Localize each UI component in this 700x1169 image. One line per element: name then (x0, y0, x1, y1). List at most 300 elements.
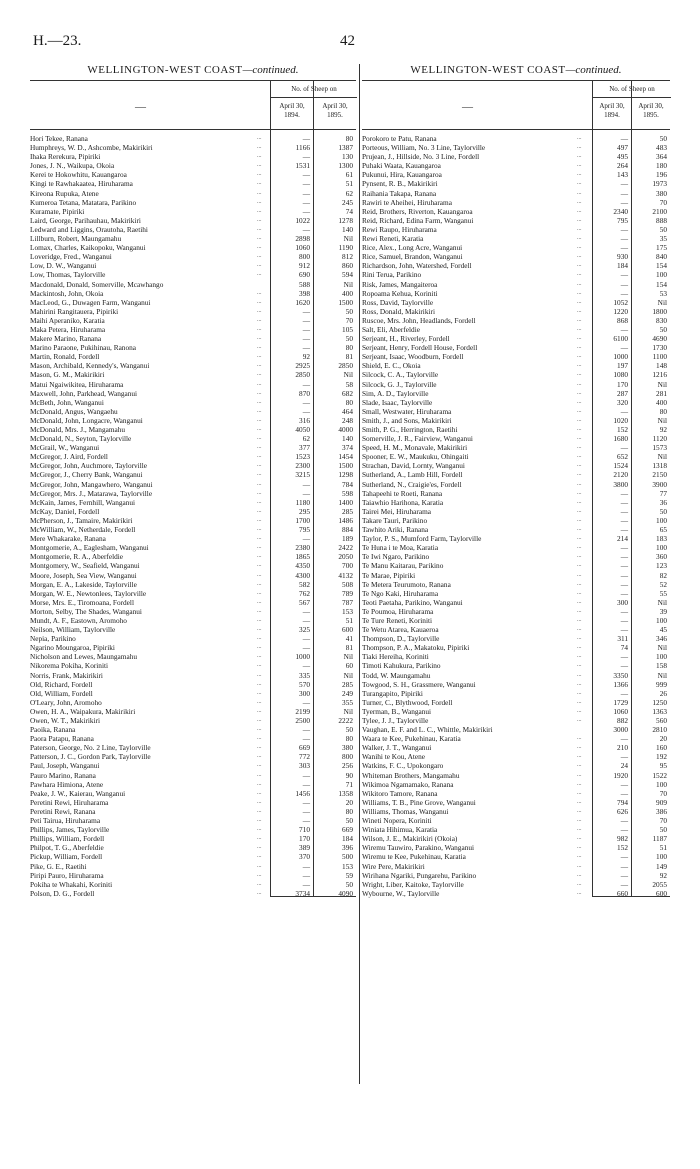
sheep-count-1895: 256 (342, 761, 353, 771)
sheep-count-1894: — (302, 206, 310, 216)
leader-dots: ... (257, 835, 262, 842)
sheep-count-1894: 2340 (613, 206, 628, 216)
leader-dots: ... (577, 616, 582, 623)
sheep-count-1894: — (302, 134, 310, 143)
table-row (362, 689, 670, 698)
leader-dots: ... (577, 871, 582, 878)
sheep-count-1894: 2380 (295, 543, 310, 553)
leader-dots: ... (257, 817, 262, 824)
owner-name: Wilson, J. E., Makirikiri (Okoia) (362, 834, 458, 844)
leader-dots: ... (577, 398, 582, 405)
owner-name: Todd, W. Maungamahu (362, 670, 431, 680)
sheep-count-1894: 2898 (295, 234, 310, 244)
table-header (30, 80, 356, 130)
sheep-count-1895: 1800 (652, 306, 667, 316)
sheep-count-1895: 1500 (338, 461, 353, 471)
owner-name: Te Poumoa, Hiruharama (362, 606, 434, 616)
leader-dots: ... (257, 771, 262, 778)
sheep-count-1895: 1216 (652, 370, 667, 380)
leader-dots: ... (257, 680, 262, 687)
sheep-count-1895: 787 (342, 597, 353, 607)
leader-dots: ... (577, 144, 582, 151)
leader-dots: ... (577, 771, 582, 778)
sheep-count-1894: — (620, 243, 628, 253)
sheep-count-1895: 249 (342, 688, 353, 698)
sheep-count-1894: — (302, 479, 310, 489)
owner-name: Sutherland, N., Craigie'es, Fordell (362, 479, 462, 489)
owner-name: Marino Paraone, Pukihinau, Ranona (30, 343, 136, 353)
sheep-count-1894: — (302, 152, 310, 162)
sheep-count-1895: 35 (659, 234, 667, 244)
sheep-count-1894: — (302, 315, 310, 325)
sheep-count-1895: 105 (342, 324, 353, 334)
leader-dots: ... (257, 598, 262, 605)
leader-dots: ... (257, 553, 262, 560)
owner-name: Makere Marino, Ranana (30, 334, 102, 344)
leader-dots: ... (257, 162, 262, 169)
leader-dots: ... (257, 726, 262, 733)
table-bottom-rule (592, 896, 670, 897)
table-row (362, 607, 670, 616)
sheep-count-1894: 1920 (613, 770, 628, 780)
leader-dots: ... (257, 407, 262, 414)
sheep-count-1894: 370 (299, 852, 310, 862)
owner-name: Morgan, W. E., Newtonlees, Taylorville (30, 588, 147, 598)
owner-name: Wanihi te Kou, Atene (362, 752, 426, 762)
owner-name: Loveridge, Fred., Wanganui (30, 252, 112, 262)
table-row (30, 789, 356, 798)
leader-dots: ... (257, 353, 262, 360)
owner-name: Te Manu Kaitarau, Parikino (362, 561, 444, 571)
sheep-count-1894: 1680 (613, 434, 628, 444)
leader-dots: ... (257, 453, 262, 460)
sheep-count-1894: — (302, 406, 310, 416)
sheep-count-1895: 153 (342, 606, 353, 616)
sheep-count-1895: Nil (343, 234, 353, 244)
leader-dots: ... (577, 689, 582, 696)
owner-name: Waara te Kee, Pukehinau, Karatia (362, 734, 461, 744)
leader-dots: ... (577, 707, 582, 714)
sheep-count-1895: 1387 (338, 143, 353, 153)
sheep-count-1895: 1400 (338, 497, 353, 507)
table-row (362, 561, 670, 570)
table-row (362, 843, 670, 852)
column-title-main: WELLINGTON-WEST COAST (87, 64, 243, 76)
sheep-count-1895: 1318 (652, 461, 667, 471)
sheep-count-1894: 74 (620, 643, 628, 653)
owner-name: Strachan, David, Lornty, Wanganui (362, 461, 465, 471)
leader-dots: ... (577, 817, 582, 824)
sheep-count-1895: 51 (345, 179, 353, 189)
owner-name: Ihaka Rerekura, Pipiriki (30, 152, 101, 162)
leader-dots: ... (257, 807, 262, 814)
sheep-owner-list (30, 134, 356, 898)
leader-dots: ... (577, 635, 582, 642)
table-row (362, 798, 670, 807)
leader-dots: ... (577, 480, 582, 487)
sheep-count-1894: 567 (299, 597, 310, 607)
sheep-count-1894: — (620, 861, 628, 871)
sheep-count-1894: — (620, 343, 628, 353)
sheep-count-1895: 999 (656, 679, 667, 689)
table-row (362, 225, 670, 234)
owner-name: Williams, T. B., Pine Grove, Wanganui (362, 797, 476, 807)
table-row (362, 434, 670, 443)
sheep-count-1894: 24 (620, 761, 628, 771)
sheep-count-1895: 92 (659, 425, 667, 434)
table-row (30, 689, 356, 698)
table-row (30, 716, 356, 725)
table-row (30, 425, 356, 434)
sheep-count-1895: 50 (345, 725, 353, 735)
table-row (362, 280, 670, 289)
leader-dots: ... (577, 271, 582, 278)
sheep-count-1895: 1298 (338, 470, 353, 480)
table-row (30, 307, 356, 316)
sheep-count-1895: 80 (345, 134, 353, 143)
sheep-count-1894: 184 (617, 261, 628, 271)
owner-name: Rini Terua, Parikino (362, 270, 422, 280)
leader-dots: ... (257, 516, 262, 523)
sheep-count-1895: 95 (659, 761, 667, 771)
owner-name: Tylee, J. J., Taylorville (362, 716, 429, 725)
sheep-count-1895: 59 (345, 870, 353, 880)
table-row (30, 443, 356, 452)
owner-name: McDonald, Mrs. J., Mangamahu (30, 425, 126, 434)
owner-name: Silcock, C. A., Taylorville (362, 370, 439, 380)
sheep-count-1894: — (620, 188, 628, 198)
sheep-count-1894: 92 (302, 352, 310, 362)
table-row (30, 216, 356, 225)
owner-name: Serjeant, Isaac, Woodburn, Fordell (362, 352, 464, 362)
sheep-count-1894: 652 (617, 452, 628, 462)
leader-dots: ... (257, 707, 262, 714)
owner-name: Serjeant, H., Riverley, Fordell (362, 334, 450, 344)
sheep-count-1895: Nil (657, 670, 667, 680)
sheep-count-1895: Nil (657, 379, 667, 389)
owner-name: Sutherland, A., Lamb Hill, Fordell (362, 470, 463, 480)
owner-name: Serjeant, Henry, Fordell House, Fordell (362, 343, 478, 353)
sheep-count-1895: 50 (659, 825, 667, 835)
leader-dots: ... (257, 780, 262, 787)
owner-name: Maihi Aperaniko, Karatia (30, 315, 105, 325)
column-rule (592, 80, 593, 896)
leader-dots: ... (577, 780, 582, 787)
owner-name: Reid, Brothers, Riverton, Kauangaroa (362, 206, 473, 216)
sheep-count-1895: 50 (659, 324, 667, 334)
leader-dots: ... (577, 498, 582, 505)
owner-name: Wright, Liber, Kaitoke, Taylorville (362, 879, 464, 889)
sheep-count-1895: Nil (343, 706, 353, 716)
sheep-count-1895: 50 (659, 134, 667, 143)
leader-dots: ... (257, 435, 262, 442)
table-row (30, 607, 356, 616)
sheep-count-1895: 140 (342, 224, 353, 234)
sheep-count-1895: Nil (657, 452, 667, 462)
leader-dots: ... (257, 307, 262, 314)
leader-dots: ... (257, 289, 262, 296)
owner-name: Morse, Mrs. E., Tiromoana, Fordell (30, 597, 134, 607)
owner-name: Lomax, Charles, Kaikopoku, Wanganui (30, 243, 146, 253)
table-row (30, 771, 356, 780)
sheep-count-1895: 860 (342, 261, 353, 271)
leader-dots: ... (577, 380, 582, 387)
leader-dots: ... (257, 189, 262, 196)
leader-dots: ... (257, 180, 262, 187)
owner-name: Piripi Pauro, Hiruharama (30, 870, 104, 880)
owner-name: Peake, J. W., Kaierau, Wanganui (30, 788, 126, 798)
table-row (362, 661, 670, 670)
table-row (30, 625, 356, 634)
column-rule (313, 80, 314, 896)
leader-dots: ... (257, 398, 262, 405)
sheep-count-1894: 882 (617, 716, 628, 725)
table-row (362, 307, 670, 316)
sheep-count-1894: 3000 (613, 725, 628, 735)
table-row (30, 816, 356, 825)
sheep-count-1895: 60 (345, 661, 353, 671)
sheep-count-1894: 3734 (295, 888, 310, 898)
sheep-count-1894: 2300 (295, 461, 310, 471)
owner-name: McDonald, N., Seyton, Taylorville (30, 434, 132, 444)
sheep-count-1895: 148 (656, 361, 667, 371)
owner-name: McGregor, Mrs. J., Matarawa, Taylorville (30, 488, 153, 498)
leader-dots: ... (257, 335, 262, 342)
sheep-count-1894: — (620, 406, 628, 416)
sheep-count-1894: 1000 (295, 652, 310, 662)
leader-dots: ... (577, 371, 582, 378)
sheep-count-1895: 189 (342, 534, 353, 544)
table-row (362, 489, 670, 498)
leader-dots: ... (257, 489, 262, 496)
table-row (30, 752, 356, 761)
sheep-count-1895: 100 (656, 852, 667, 862)
name-column-header: — (462, 101, 473, 113)
table-row (30, 280, 356, 289)
owner-name: Kumeroa Tetana, Matatara, Parikino (30, 197, 137, 207)
sheep-count-1894: 588 (299, 279, 310, 289)
sheep-count-1895: 154 (656, 279, 667, 289)
sheep-count-1894: 377 (299, 443, 310, 453)
sheep-count-1895: 100 (656, 615, 667, 625)
table-row (362, 534, 670, 543)
leader-dots: ... (577, 844, 582, 851)
owner-name: Rewi Reneti, Karatia (362, 234, 424, 244)
leader-dots: ... (257, 207, 262, 214)
leader-dots: ... (257, 662, 262, 669)
owner-name: Jones, J. N., Waikupa, Okoia (30, 161, 115, 171)
sheep-count-1895: 1486 (338, 515, 353, 525)
sheep-count-1894: — (302, 306, 310, 316)
table-row (362, 407, 670, 416)
owner-name: Spooner, E. W., Maukuku, Ohingaiti (362, 452, 469, 462)
leader-dots: ... (257, 171, 262, 178)
sheep-count-1895: 149 (656, 861, 667, 871)
sheep-count-1895: Nil (657, 297, 667, 307)
table-row (362, 143, 670, 152)
leader-dots: ... (257, 798, 262, 805)
sheep-count-1895: 80 (345, 806, 353, 816)
sheep-count-1894: — (620, 579, 628, 589)
owner-name: Taylor, P. S., Mumford Farm, Taylorville (362, 534, 482, 544)
sheep-count-1895: 82 (659, 570, 667, 580)
owner-name: Peretini Rewi, Ranana (30, 806, 96, 816)
sheep-count-1894: — (620, 561, 628, 571)
table-row (362, 525, 670, 534)
owner-name: Tyerman, B., Wanganui (362, 706, 432, 716)
owner-name: O'Leary, John, Aromoho (30, 697, 102, 707)
sheep-count-1895: 80 (345, 397, 353, 407)
table-row (362, 416, 670, 425)
owner-name: Philpot, T. G., Aberfeldie (30, 843, 104, 853)
sheep-count-1894: 1531 (295, 161, 310, 171)
sheep-count-1894: — (302, 861, 310, 871)
sheep-count-1895: Nil (343, 652, 353, 662)
table-row (362, 552, 670, 561)
leader-dots: ... (577, 589, 582, 596)
owner-name: Smith, P. G., Herrington, Raetihi (362, 425, 458, 434)
owner-name: Ledward and Liggins, Orautoha, Raetihi (30, 224, 148, 234)
leader-dots: ... (257, 789, 262, 796)
sheep-count-1895: 4090 (338, 888, 353, 898)
leader-dots: ... (577, 516, 582, 523)
table-row (30, 834, 356, 843)
leader-dots: ... (577, 289, 582, 296)
owner-name: Old, Richard, Fordell (30, 679, 93, 689)
owner-name: Kireona Rupuka, Atene (30, 188, 99, 198)
sheep-count-1894: 197 (617, 361, 628, 371)
sheep-count-1895: 884 (342, 525, 353, 535)
column-separator (359, 64, 360, 1084)
owner-name: Prujean, J., Hillside, No. 3 Line, Fordell (362, 152, 480, 162)
owner-name: Takare Tauri, Parikino (362, 515, 428, 525)
leader-dots: ... (257, 535, 262, 542)
sheep-count-1895: 26 (659, 688, 667, 698)
leader-dots: ... (577, 353, 582, 360)
sheep-count-1894: 398 (299, 288, 310, 298)
leader-dots: ... (257, 616, 262, 623)
table-row (362, 179, 670, 188)
table-row (30, 843, 356, 852)
year-1895-header: April 30, 1895. (313, 98, 356, 128)
sheep-count-1894: 495 (617, 152, 628, 162)
page-number: 42 (340, 33, 355, 49)
table-row (30, 634, 356, 643)
sheep-count-1894: — (302, 797, 310, 807)
sheep-count-1894: 295 (299, 506, 310, 516)
sheep-count-1894: 795 (299, 525, 310, 535)
owner-name: Te Marae, Pipiriki (362, 570, 416, 580)
sheep-count-1894: — (302, 734, 310, 744)
column-rule (270, 80, 271, 896)
sheep-count-1895: 52 (659, 579, 667, 589)
owner-name: Lillburn, Robert, Maungamahu (30, 234, 122, 244)
sheep-count-1894: 1180 (295, 497, 310, 507)
sheep-count-1894: — (302, 634, 310, 644)
table-row (30, 243, 356, 252)
sheep-count-1895: 36 (659, 497, 667, 507)
owner-name: McKay, Daniel, Fordell (30, 506, 100, 516)
table-row (362, 352, 670, 361)
owner-name: Mason, G. M., Makirikiri (30, 370, 105, 380)
table-row (362, 807, 670, 816)
sheep-count-1895: 184 (342, 834, 353, 844)
sheep-count-1895: 50 (659, 224, 667, 234)
owner-name: Turangapito, Pipiriki (362, 688, 423, 698)
sheep-count-1894: 1700 (295, 515, 310, 525)
leader-dots: ... (257, 671, 262, 678)
sheep-count-1894: 982 (617, 834, 628, 844)
sheep-count-1894: 870 (299, 388, 310, 398)
sheep-count-1895: 192 (656, 752, 667, 762)
table-row (362, 725, 670, 734)
owner-name: Taiawhio Harihona, Karatia (362, 497, 444, 507)
table-row (30, 734, 356, 743)
leader-dots: ... (257, 416, 262, 423)
leader-dots: ... (257, 371, 262, 378)
leader-dots: ... (257, 444, 262, 451)
sheep-count-1895: 20 (659, 734, 667, 744)
leader-dots: ... (257, 571, 262, 578)
leader-dots: ... (577, 807, 582, 814)
table-row (30, 198, 356, 207)
sheep-count-1894: — (620, 788, 628, 798)
sheep-count-1894: 6100 (613, 334, 628, 344)
table-row (362, 743, 670, 752)
owner-name: Teoti Paetaha, Parikino, Wanganui (362, 597, 463, 607)
sheep-count-1895: 81 (345, 352, 353, 362)
table-row (30, 680, 356, 689)
leader-dots: ... (257, 753, 262, 760)
sheep-count-1894: 1000 (613, 352, 628, 362)
leader-dots: ... (257, 298, 262, 305)
owner-name: Mason, Archibald, Kennedy's, Wanganui (30, 361, 150, 371)
leader-dots: ... (577, 389, 582, 396)
sheep-count-1894: 2500 (295, 716, 310, 725)
sheep-count-1894: — (620, 224, 628, 234)
owner-name: McWilliam, W., Netherdale, Fordell (30, 525, 136, 535)
table-row (30, 289, 356, 298)
leader-dots: ... (257, 271, 262, 278)
sheep-count-1894: — (620, 488, 628, 498)
owner-name: Watkins, F. C., Upokongaro (362, 761, 444, 771)
sheep-count-1894: 912 (299, 261, 310, 271)
sheep-count-1894: 800 (299, 252, 310, 262)
sheep-count-1895: 1358 (338, 788, 353, 798)
table-row (362, 325, 670, 334)
sheep-count-1895: 2810 (652, 725, 667, 735)
owner-name: Paoika, Ranana (30, 725, 76, 735)
sheep-count-1895: 2100 (652, 206, 667, 216)
sheep-count-1894: 143 (617, 170, 628, 180)
owner-name: McKain, James, Fernhill, Wanganui (30, 497, 136, 507)
sheep-count-1895: 374 (342, 443, 353, 453)
leader-dots: ... (577, 535, 582, 542)
owner-name: Mere Whakarake, Ranana (30, 534, 106, 544)
leader-dots: ... (577, 671, 582, 678)
owner-name: Rewi Raupo, Hiruharama (362, 224, 437, 234)
sheep-count-1895: Nil (343, 279, 353, 289)
table-row (30, 798, 356, 807)
sheep-count-1895: 800 (342, 752, 353, 762)
sheep-count-1894: — (302, 816, 310, 826)
owner-name: Wikimoa Ngamamako, Ranana (362, 779, 454, 789)
sheep-count-1894: 1366 (613, 679, 628, 689)
leader-dots: ... (257, 198, 262, 205)
sheep-count-1895: 346 (656, 634, 667, 644)
table-row (362, 543, 670, 552)
sheep-count-1895: 154 (656, 261, 667, 271)
